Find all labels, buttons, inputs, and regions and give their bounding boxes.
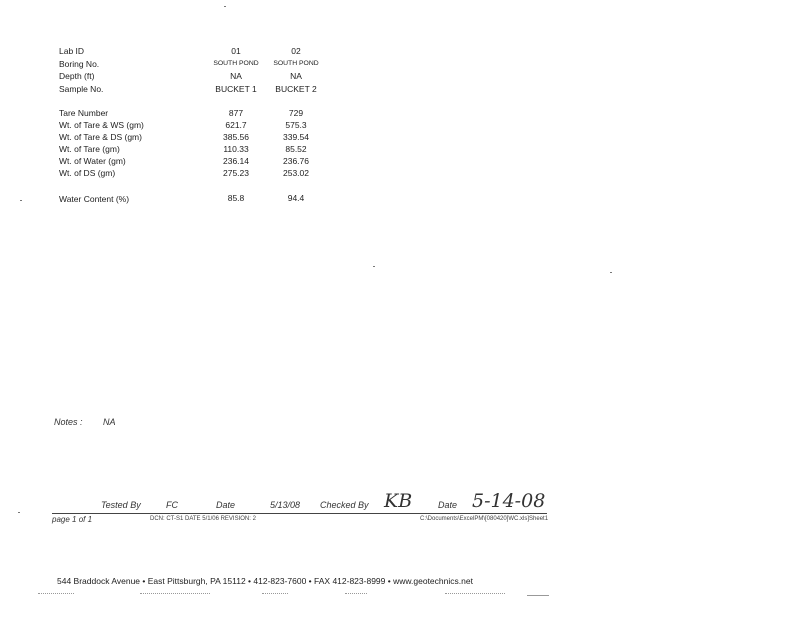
scan-speck [224,6,226,7]
row-label: Boring No. [59,59,100,69]
row-label: Lab ID [59,46,85,56]
row-value-2: 575.3 [285,120,307,130]
notes-label: Notes : [54,417,83,427]
file-path: C:\Documents\ExcelPM\[080420]WC.xls]Sheet1 [420,516,549,522]
checked-by-label: Checked By [320,500,369,510]
scan-speck [18,512,20,513]
row-value-2: 02 [291,46,301,56]
scan-artifact [527,595,549,596]
row-value-1: SOUTH POND [213,60,259,67]
row-label: Sample No. [59,84,104,94]
notes-value: NA [103,417,116,427]
row-value-1: 110.33 [223,144,249,154]
scan-speck [610,272,612,273]
row-label: Tare Number [59,108,109,118]
row-label: Wt. of DS (gm) [59,168,116,178]
date2-handwritten: 5-14-08 [472,490,546,512]
row-value-1: 275.23 [223,168,249,178]
date2-label: Date [438,500,458,510]
row-value-1: BUCKET 1 [215,84,257,94]
company-address: 544 Braddock Avenue • East Pittsburgh, PA 15112 • 412-823-7600 • FAX 412-823-8999 • www.geotechnics.net [57,576,473,586]
date-label: Date [216,500,236,510]
scan-speck [20,200,22,201]
row-label: Wt. of Tare & WS (gm) [59,120,144,130]
row-value-2: 85.52 [285,144,307,154]
row-value-1: 877 [228,108,244,118]
row-label: Wt. of Water (gm) [59,156,126,166]
row-value-2: NA [290,71,302,81]
checked-by-signature: KB [384,490,413,512]
row-value-2: 729 [288,108,304,118]
row-value-2: 94.4 [287,193,305,203]
scan-artifact [262,593,288,594]
scan-artifact [140,593,210,594]
date-value: 5/13/08 [270,500,301,510]
row-value-1: 385.56 [223,132,249,142]
tested-by-label: Tested By [101,500,141,510]
form-revision: DCN: CT-S1 DATE 5/1/06 REVISION: 2 [150,516,256,522]
signoff-line [52,513,547,514]
row-label: Wt. of Tare (gm) [59,144,120,154]
row-value-2: SOUTH POND [273,60,319,67]
row-label: Wt. of Tare & DS (gm) [59,132,142,142]
scan-artifact [345,593,367,594]
row-value-1: 01 [231,46,241,56]
row-label: Depth (ft) [59,71,95,81]
scan-artifact [445,593,505,594]
scan-artifact [38,593,74,594]
row-value-1: 621.7 [225,120,247,130]
tested-by-value: FC [166,500,178,510]
row-value-2: 339.54 [283,132,309,142]
row-label: Water Content (%) [59,194,130,204]
scan-speck [373,266,375,267]
row-value-2: 253.02 [283,168,309,178]
row-value-2: 236.76 [283,156,309,166]
row-value-1: NA [230,71,242,81]
row-value-1: 236.14 [223,156,249,166]
page-number: page 1 of 1 [52,515,93,524]
row-value-1: 85.8 [227,193,245,203]
row-value-2: BUCKET 2 [275,84,317,94]
